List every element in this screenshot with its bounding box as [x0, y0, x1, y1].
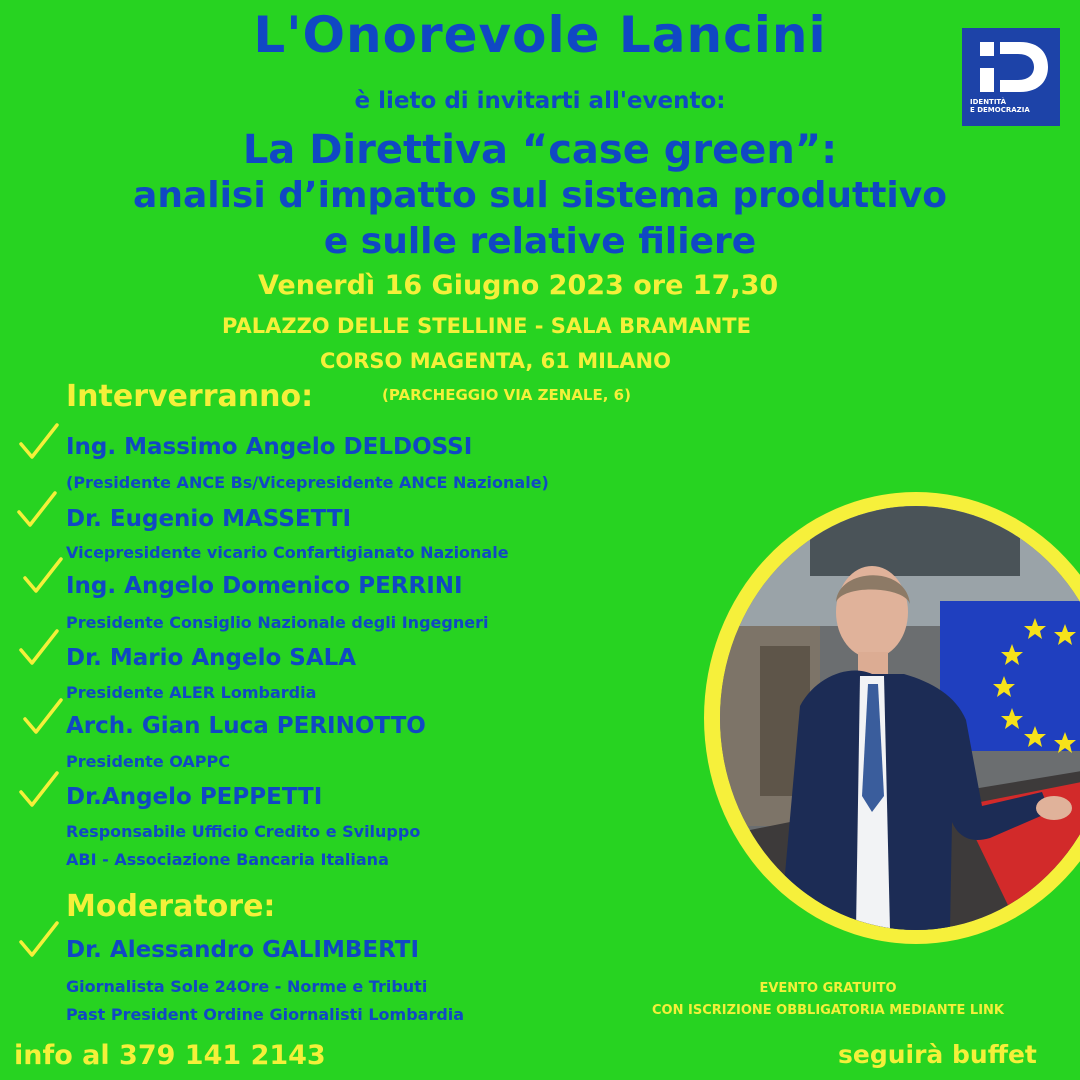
speaker-name: Arch. Gian Luca PERINOTTO — [66, 713, 426, 739]
check-icon — [22, 697, 64, 737]
speaker-role-line2: ABI - Associazione Bancaria Italiana — [66, 850, 389, 869]
check-icon — [22, 556, 64, 596]
event-title-line3: e sulle relative filiere — [323, 221, 757, 262]
event-title-line1: La Direttiva “case green”: — [242, 127, 838, 173]
registration-note: CON ISCRIZIONE OBBLIGATORIA MEDIANTE LINK — [652, 1003, 1004, 1018]
moderator-name: Dr. Alessandro GALIMBERTI — [66, 937, 420, 963]
speaker-role: Responsabile Ufficio Credito e Sviluppo — [66, 822, 421, 841]
moderator-role: Giornalista Sole 24Ore - Norme e Tributi — [66, 977, 428, 996]
speaker-name: Dr. Mario Angelo SALA — [66, 645, 357, 671]
free-event-note: EVENTO GRATUITO — [759, 981, 897, 996]
event-venue: PALAZZO DELLE STELLINE - SALA BRAMANTE — [222, 314, 751, 338]
check-icon — [18, 920, 60, 960]
id-logo-icon — [962, 28, 1060, 126]
speaker-role: Presidente ALER Lombardia — [66, 683, 317, 702]
logo-text-line2: E DEMOCRAZIA — [970, 106, 1030, 114]
invite-text: è lieto di invitarti all'evento: — [354, 88, 726, 114]
event-title-line2: analisi d’impatto sul sistema produttivo — [133, 175, 947, 216]
speaker-role: (Presidente ANCE Bs/Vicepresidente ANCE Nazionale) — [66, 473, 549, 492]
speaker-name: Ing. Massimo Angelo DELDOSSI — [66, 434, 473, 460]
check-icon — [18, 628, 60, 668]
event-address: CORSO MAGENTA, 61 MILANO — [320, 349, 671, 373]
check-icon — [18, 770, 60, 810]
moderator-heading: Moderatore: — [66, 889, 276, 924]
speaker-name: Ing. Angelo Domenico PERRINI — [66, 573, 463, 599]
moderator-role-line2: Past President Ordine Giornalisti Lombardia — [66, 1005, 465, 1024]
page-title: L'Onorevole Lancini — [253, 6, 827, 64]
speaker-name: Dr.Angelo PEPPETTI — [66, 784, 323, 810]
event-date: Venerdì 16 Giugno 2023 ore 17,30 — [258, 270, 779, 301]
logo-text — [970, 98, 1030, 114]
speaker-role: Presidente OAPPC — [66, 752, 230, 771]
logo-text-line1: IDENTITÀ — [970, 98, 1007, 106]
info-phone: info al 379 141 2143 — [14, 1040, 326, 1071]
speaker-role: Vicepresidente vicario Confartigianato Nazionale — [66, 543, 509, 562]
speaker-role: Presidente Consiglio Nazionale degli Ingegneri — [66, 613, 489, 632]
speakers-heading: Interverranno: — [66, 379, 314, 414]
parking-note: (PARCHEGGIO VIA ZENALE, 6) — [382, 386, 631, 404]
check-icon — [16, 490, 58, 530]
speaker-name: Dr. Eugenio MASSETTI — [66, 506, 352, 532]
buffet-note: seguirà buffet — [838, 1040, 1037, 1069]
check-icon — [18, 422, 60, 462]
